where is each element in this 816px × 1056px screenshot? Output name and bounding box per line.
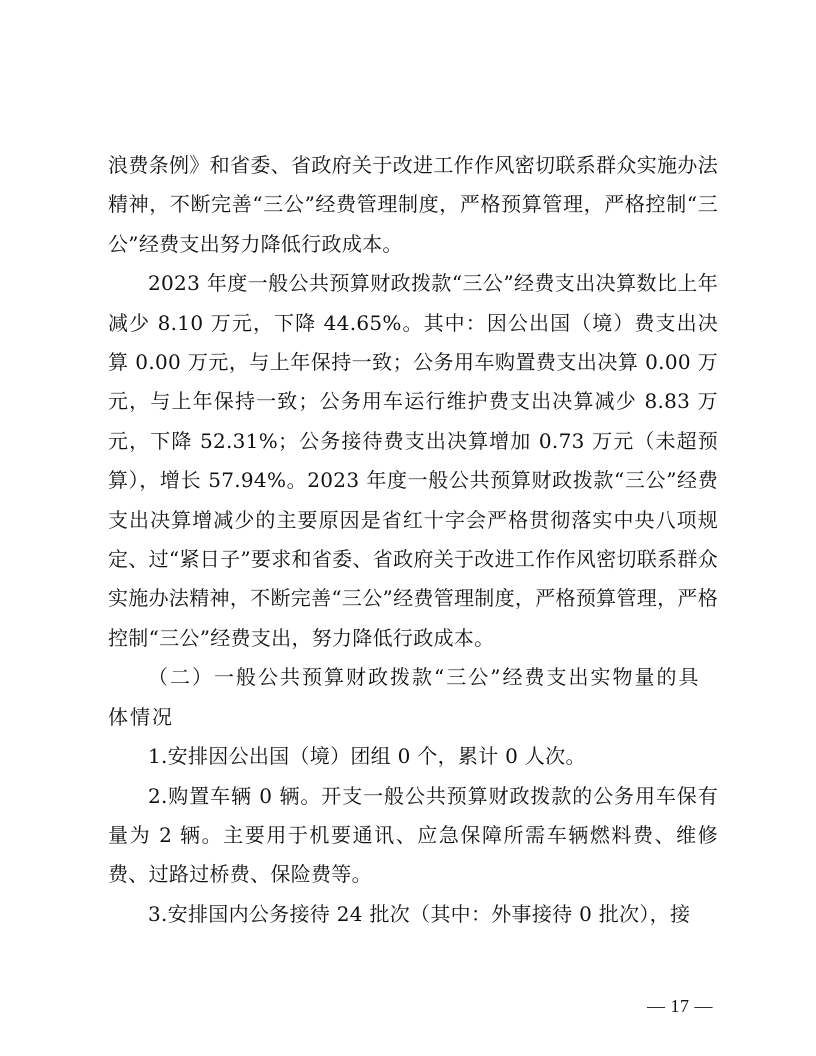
paragraph-2023-expenditure: 2023 年度一般公共预算财政拨款“三公”经费支出决算数比上年减少 8.10 万元，下降 44.65%。其中：因公出国（境）费支出决算 0.00 万元，与上年保持一致；公务用车购置费支出决算 0.00 万元，与上年保持一致；公务用车运行维护费支出决算减少 8.83 万元，下降 52.31%；公务接待费支出决算增加 0.73 万元（未超预算），增长 57.94%。2023 年度一般公共预算财政拨款“三公”经费支出决算增减少的主要原因是省红十字会严格贯彻落实中央八项规定、过“紧日子”要求和省委、省政府关于改进工作作风密切联系群众实施办法精神，不断完善“三公”经费管理制度，严格预算管理，严格控制“三公”经费支出，努力降低行政成本。 xyxy=(108,271,718,650)
list-item-vehicles: 2.购置车辆 0 辆。开支一般公共预算财政拨款的公务用车保有量为 2 辆。主要用于机要通讯、应急保障所需车辆燃料费、维修费、过路过桥费、保险费等。 xyxy=(108,783,718,887)
list-item-overseas: 1.安排因公出国（境）团组 0 个，累计 0 人次。 xyxy=(148,744,586,769)
page-number: — 17 — xyxy=(647,996,713,1016)
section-heading: （二）一般公共预算财政拨款“三公”经费支出实物量的具体情况 xyxy=(108,665,701,729)
list-item-reception: 3.安排国内公务接待 24 批次（其中：外事接待 0 批次），接 xyxy=(148,901,691,926)
document-body xyxy=(108,146,718,934)
paragraph-continuation: 浪费条例》和省委、省政府关于改进工作作风密切联系群众实施办法精神，不断完善“三公”经费管理制度，严格预算管理，严格控制“三公”经费支出努力降低行政成本。 xyxy=(108,153,718,256)
